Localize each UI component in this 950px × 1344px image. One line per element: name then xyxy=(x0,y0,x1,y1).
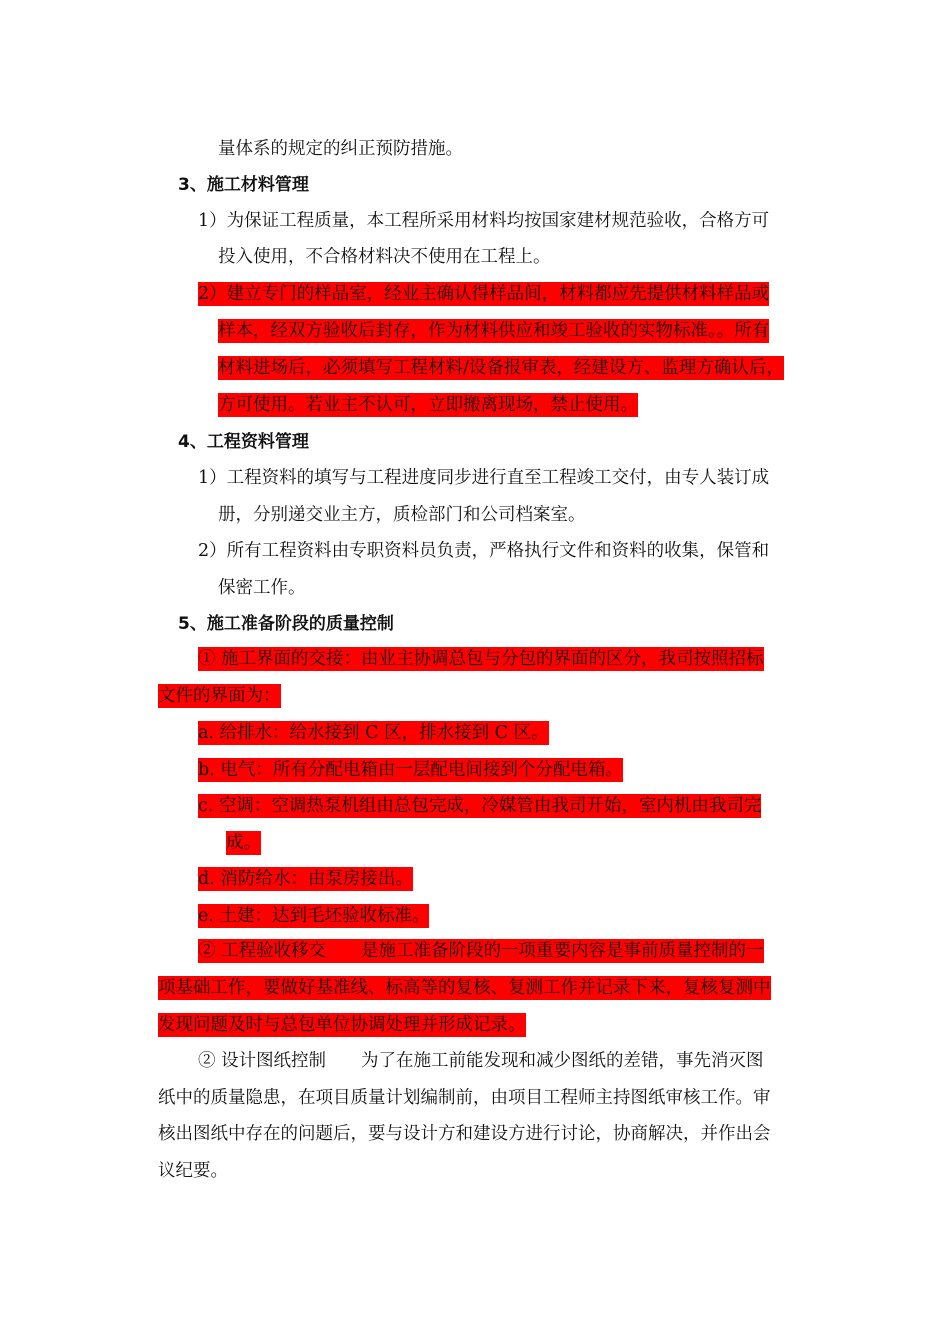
highlighted-line: 成。 xyxy=(226,833,261,853)
text-line: 核出图纸中存在的问题后，要与设计方和建设方进行讨论，协商解决，并作出会 xyxy=(158,1124,771,1144)
highlighted-line: 2）建立专门的样品室，经业主确认得样品间，材料都应先提供材料样品或 xyxy=(198,284,770,304)
section-heading-3: 3、施工材料管理 xyxy=(178,175,309,195)
highlighted-list-item: c. 空调：空调热泵机组由总包完成，冷媒管由我司开始，室内机由我司完 xyxy=(198,796,762,816)
text-line: 量体系的规定的纠正预防措施。 xyxy=(218,139,463,159)
text-line: ② 设计图纸控制 为了在施工前能发现和减少图纸的差错，事先消灭图 xyxy=(198,1051,764,1071)
highlighted-list-item: d. 消防给水：由泵房接出。 xyxy=(198,869,413,889)
text-line: 1）工程资料的填写与工程进度同步进行直至工程竣工交付，由专人装订成 xyxy=(198,468,770,488)
section-heading-4: 4、工程资料管理 xyxy=(178,432,309,452)
highlighted-line: ② 工程验收移交 是施工准备阶段的一项重要内容是事前质量控制的一 xyxy=(198,941,764,961)
highlighted-line: ① 施工界面的交接：由业主协调总包与分包的界面的区分，我司按照招标 xyxy=(198,649,764,669)
section-heading-5: 5、施工准备阶段的质量控制 xyxy=(178,614,394,634)
highlighted-line: 发现问题及时与总包单位协调处理并形成记录。 xyxy=(158,1015,526,1035)
highlighted-line: 方可使用。若业主不认可，立即搬离现场，禁止使用。 xyxy=(218,395,638,415)
highlighted-line: 材料进场后，必须填写工程材料/设备报审表，经建设方、监理方确认后， xyxy=(218,358,784,378)
text-line: 议纪要。 xyxy=(158,1161,228,1181)
text-line: 1）为保证工程质量，本工程所采用材料均按国家建材规范验收，合格方可 xyxy=(198,211,770,231)
highlighted-line: 项基础工作，要做好基准线、标高等的复核、复测工作并记录下来，复核复测中 xyxy=(158,978,771,998)
highlighted-list-item: b. 电气：所有分配电箱由一层配电间接到个分配电箱。 xyxy=(198,760,623,780)
highlighted-list-item: e. 土建：达到毛坯验收标准。 xyxy=(198,906,430,926)
text-line: 保密工作。 xyxy=(218,578,306,598)
text-line: 纸中的质量隐患，在项目质量计划编制前，由项目工程师主持图纸审核工作。审 xyxy=(158,1088,771,1108)
text-line: 2）所有工程资料由专职资料员负责，严格执行文件和资料的收集，保管和 xyxy=(198,541,770,561)
text-line: 册，分别递交业主方，质检部门和公司档案室。 xyxy=(218,505,586,525)
highlighted-line: 样本，经双方验收后封存，作为材料供应和竣工验收的实物标准。。所有 xyxy=(218,321,770,341)
highlighted-list-item: a. 给排水：给水接到 C 区，排水接到 C 区。 xyxy=(198,723,549,743)
highlighted-line: 文件的界面为： xyxy=(158,686,281,706)
text-line: 投入使用，不合格材料决不使用在工程上。 xyxy=(218,247,551,267)
